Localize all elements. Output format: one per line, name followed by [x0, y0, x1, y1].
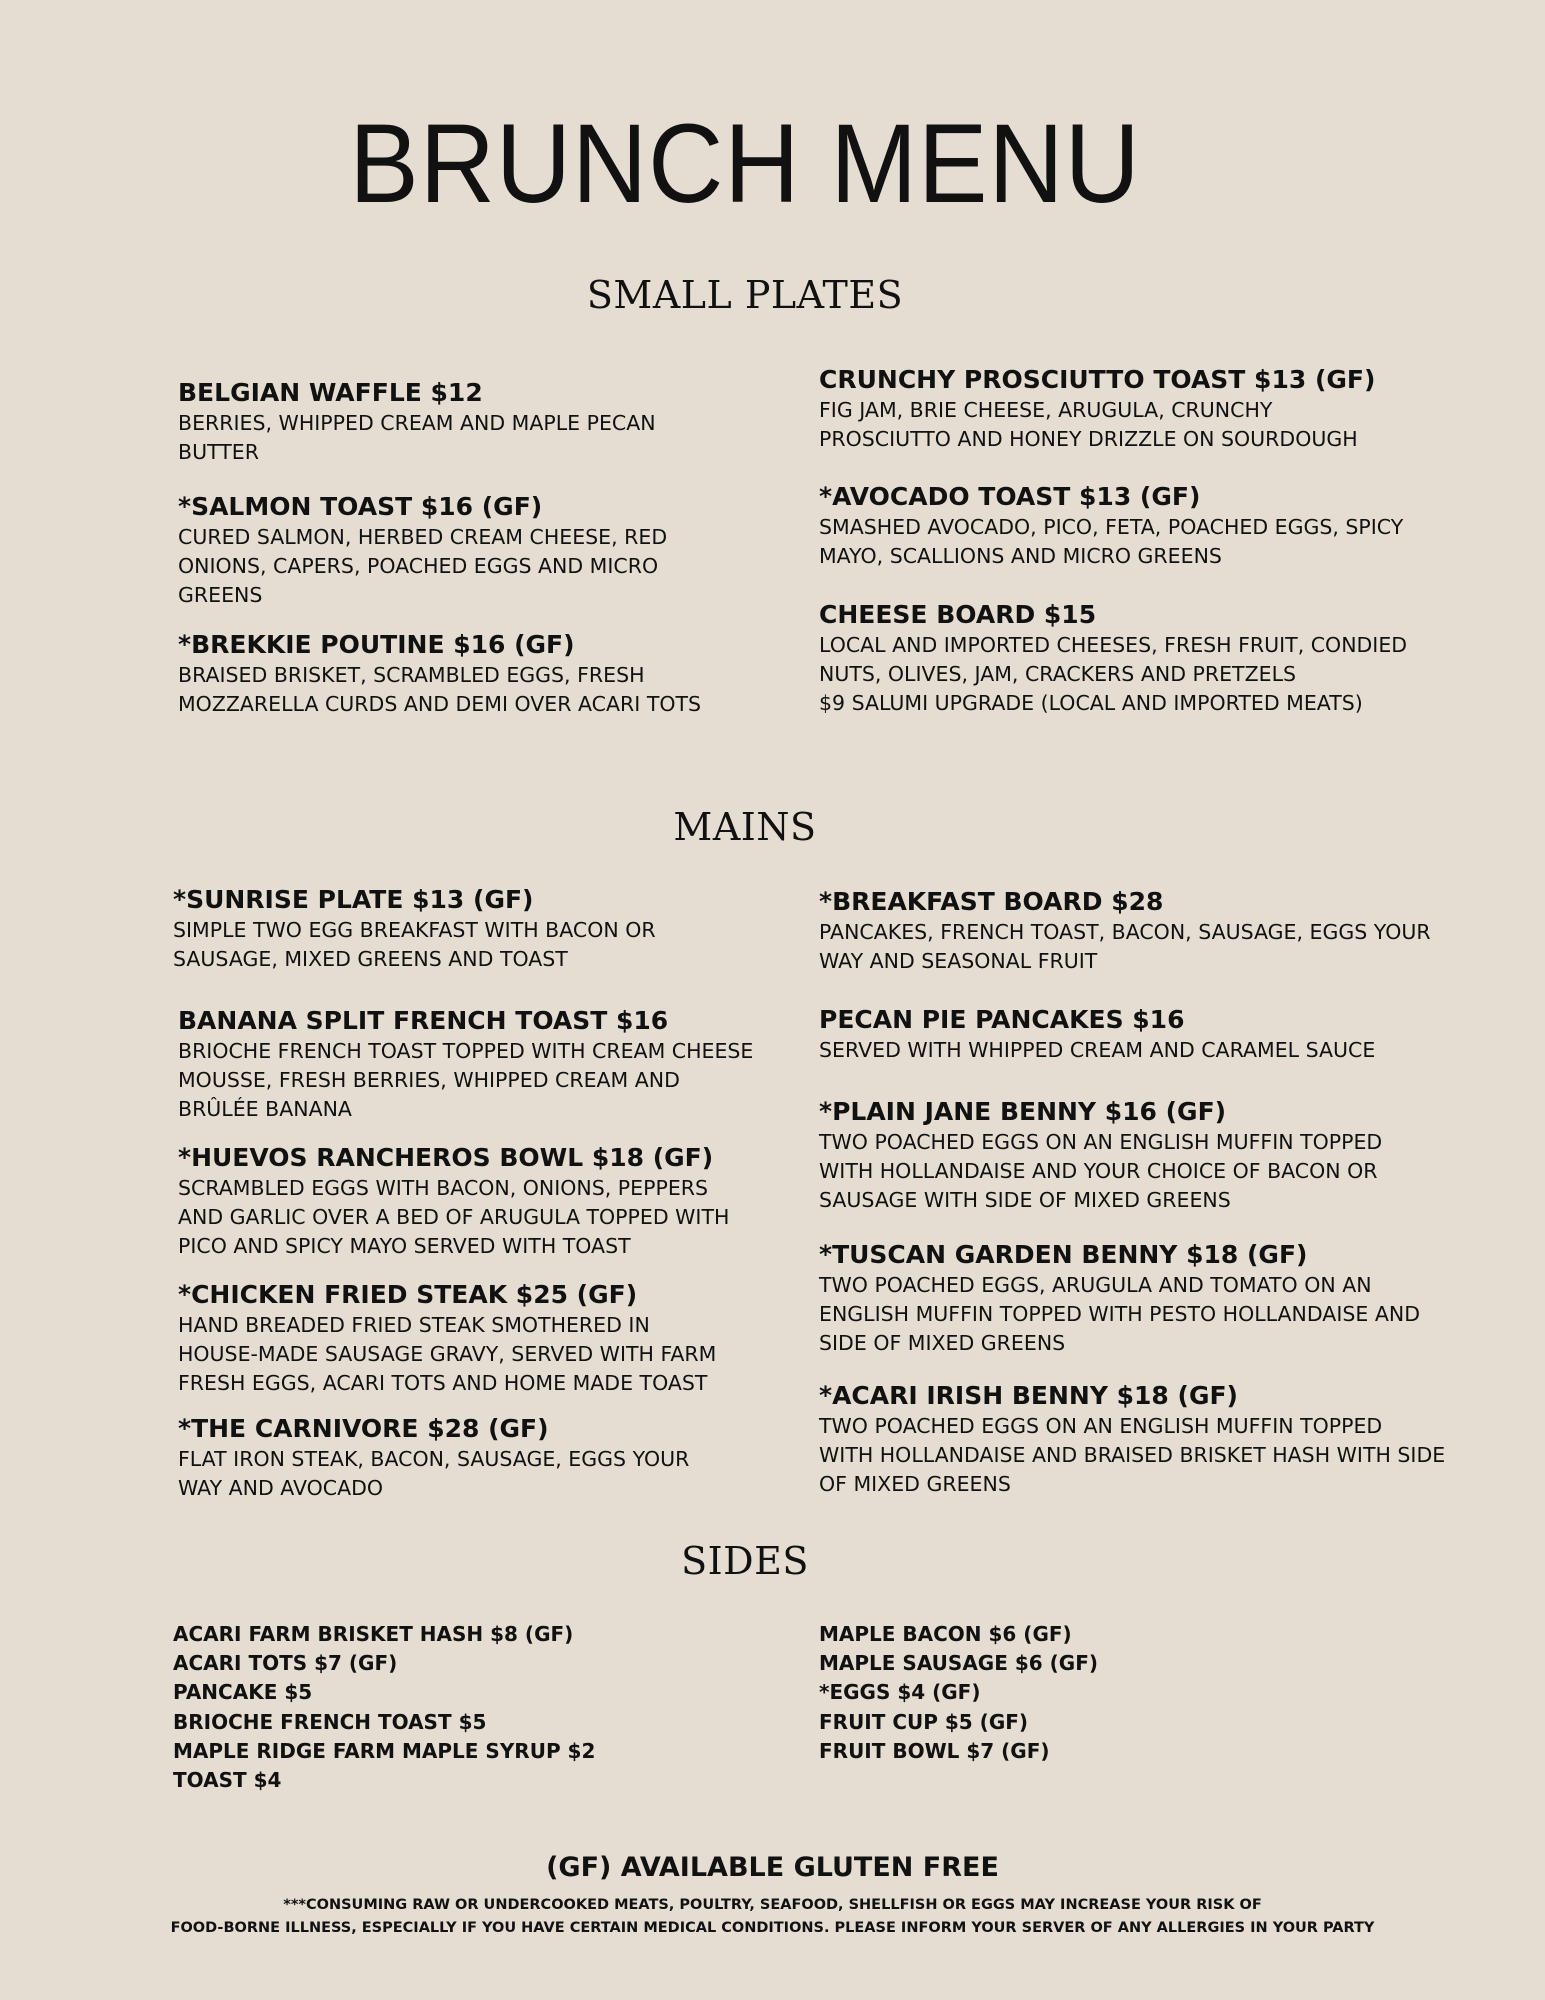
side-item: ACARI TOTS $7 (GF)	[173, 1651, 398, 1676]
item-description: SCRAMBLED EGGS WITH BACON, ONIONS, PEPPERS AND GARLIC OVER A BED OF ARUGULA TOPPED WITH PICO AND SPICY MAYO SERVED WITH TOAST	[178, 1176, 730, 1258]
side-item: MAPLE BACON $6 (GF)	[819, 1622, 1072, 1646]
side-item: BRIOCHE FRENCH TOAST $5	[173, 1709, 487, 1734]
item-name: *BREKKIE POUTINE $16 (GF)	[178, 630, 575, 659]
item-description: HAND BREADED FRIED STEAK SMOTHERED IN HOUSE-MADE SAUSAGE GRAVY, SERVED WITH FARM FRESH EGGS, ACARI TOTS AND HOME MADE TOAST	[178, 1313, 717, 1395]
menu-item	[819, 886, 1431, 976]
item-description: FIG JAM, BRIE CHEESE, ARUGULA, CRUNCHY PROSCIUTTO AND HONEY DRIZZLE ON SOURDOUGH	[819, 398, 1358, 451]
item-name: *PLAIN JANE BENNY $16 (GF)	[819, 1097, 1227, 1126]
side-item: ACARI FARM BRISKET HASH $8 (GF)	[173, 1622, 574, 1646]
item-name: *SALMON TOAST $16 (GF)	[178, 492, 543, 521]
menu-title: BRUNCH MENU	[349, 101, 1141, 226]
side-item: TOAST $4	[173, 1768, 282, 1793]
item-name: CHEESE BOARD $15	[819, 600, 1097, 629]
item-description: PANCAKES, FRENCH TOAST, BACON, SAUSAGE, EGGS YOUR WAY AND SEASONAL FRUIT	[819, 920, 1431, 973]
menu-item	[819, 599, 1407, 718]
menu-item	[819, 1004, 1375, 1065]
menu-item	[819, 1239, 1420, 1358]
side-item: PANCAKE $5	[173, 1680, 313, 1705]
menu-item	[178, 1005, 753, 1124]
item-description: BERRIES, WHIPPED CREAM AND MAPLE PECAN BUTTER	[178, 411, 656, 464]
item-name: BELGIAN WAFFLE $12	[178, 378, 483, 407]
item-description: SMASHED AVOCADO, PICO, FETA, POACHED EGGS, SPICY MAYO, SCALLIONS AND MICRO GREENS	[819, 515, 1404, 568]
item-name: BANANA SPLIT FRENCH TOAST $16	[178, 1006, 669, 1035]
side-item: MAPLE SAUSAGE $6 (GF)	[819, 1651, 1098, 1676]
gluten-free-note: (GF) AVAILABLE GLUTEN FREE	[546, 1852, 999, 1883]
menu-item	[178, 1413, 689, 1503]
item-description: FLAT IRON STEAK, BACON, SAUSAGE, EGGS YOUR WAY AND AVOCADO	[178, 1447, 690, 1500]
section-title-mains: MAINS	[673, 805, 817, 849]
section-title-sides: SIDES	[681, 1539, 809, 1583]
menu-item	[178, 629, 701, 719]
menu-item	[819, 1380, 1445, 1499]
item-description: TWO POACHED EGGS, ARUGULA AND TOMATO ON AN ENGLISH MUFFIN TOPPED WITH PESTO HOLLANDAISE AND SIDE OF MIXED GREENS	[819, 1273, 1421, 1355]
item-name: PECAN PIE PANCAKES $16	[819, 1005, 1185, 1034]
item-name: *ACARI IRISH BENNY $18 (GF)	[819, 1381, 1238, 1410]
item-description: BRIOCHE FRENCH TOAST TOPPED WITH CREAM CHEESE MOUSSE, FRESH BERRIES, WHIPPED CREAM AND BRÛLÉE BANANA	[178, 1039, 754, 1121]
menu-item	[173, 884, 656, 974]
item-description: LOCAL AND IMPORTED CHEESES, FRESH FRUIT, CONDIED NUTS, OLIVES, JAM, CRACKERS AND PRETZELS $9 SALUMI UPGRADE (LOCAL AND IMPORTED MEATS)	[819, 633, 1408, 715]
menu-item	[819, 1096, 1382, 1215]
item-description: TWO POACHED EGGS ON AN ENGLISH MUFFIN TOPPED WITH HOLLANDAISE AND YOUR CHOICE OF BACON OR SAUSAGE WITH SIDE OF MIXED GREENS	[819, 1130, 1383, 1212]
item-name: *THE CARNIVORE $28 (GF)	[178, 1414, 549, 1443]
sides-right-list	[819, 1620, 1098, 1766]
menu-item	[178, 377, 656, 467]
item-name: *TUSCAN GARDEN BENNY $18 (GF)	[819, 1240, 1308, 1269]
side-item: FRUIT BOWL $7 (GF)	[819, 1738, 1050, 1763]
side-item: FRUIT CUP $5 (GF)	[819, 1709, 1029, 1734]
item-name: *HUEVOS RANCHEROS BOWL $18 (GF)	[178, 1143, 714, 1172]
item-description: BRAISED BRISKET, SCRAMBLED EGGS, FRESH MOZZARELLA CURDS AND DEMI OVER ACARI TOTS	[178, 663, 702, 716]
menu-item	[819, 481, 1403, 571]
section-title-small-plates: SMALL PLATES	[586, 273, 904, 317]
item-name: *AVOCADO TOAST $13 (GF)	[819, 482, 1201, 511]
menu-item	[178, 1279, 716, 1398]
item-description: CURED SALMON, HERBED CREAM CHEESE, RED ONIONS, CAPERS, POACHED EGGS AND MICRO GREENS	[178, 525, 668, 607]
sides-left-list	[173, 1620, 595, 1795]
item-description: TWO POACHED EGGS ON AN ENGLISH MUFFIN TOPPED WITH HOLLANDAISE AND BRAISED BRISKET HASH WITH SIDE OF MIXED GREENS	[819, 1414, 1446, 1496]
menu-item	[819, 364, 1375, 454]
item-name: *SUNRISE PLATE $13 (GF)	[173, 885, 534, 914]
item-description: SIMPLE TWO EGG BREAKFAST WITH BACON OR SAUSAGE, MIXED GREENS AND TOAST	[173, 918, 656, 971]
item-name: CRUNCHY PROSCIUTTO TOAST $13 (GF)	[819, 365, 1376, 394]
item-description: SERVED WITH WHIPPED CREAM AND CARAMEL SAUCE	[819, 1038, 1376, 1062]
side-item: *EGGS $4 (GF)	[819, 1680, 981, 1705]
side-item: MAPLE RIDGE FARM MAPLE SYRUP $2	[173, 1738, 596, 1763]
disclaimer-line: FOOD-BORNE ILLNESS, ESPECIALLY IF YOU HAVE CERTAIN MEDICAL CONDITIONS. PLEASE INFORM YOUR SERVER OF ANY ALLERGIES IN YOUR PARTY	[170, 1920, 1375, 1936]
item-name: *CHICKEN FRIED STEAK $25 (GF)	[178, 1280, 638, 1309]
menu-item	[178, 491, 667, 610]
item-name: *BREAKFAST BOARD $28	[819, 887, 1164, 916]
menu-item	[178, 1142, 729, 1261]
disclaimer-line: ***CONSUMING RAW OR UNDERCOOKED MEATS, POULTRY, SEAFOOD, SHELLFISH OR EGGS MAY INCREASE YOUR RISK OF	[283, 1897, 1262, 1913]
allergy-disclaimer	[0, 1894, 1545, 1940]
